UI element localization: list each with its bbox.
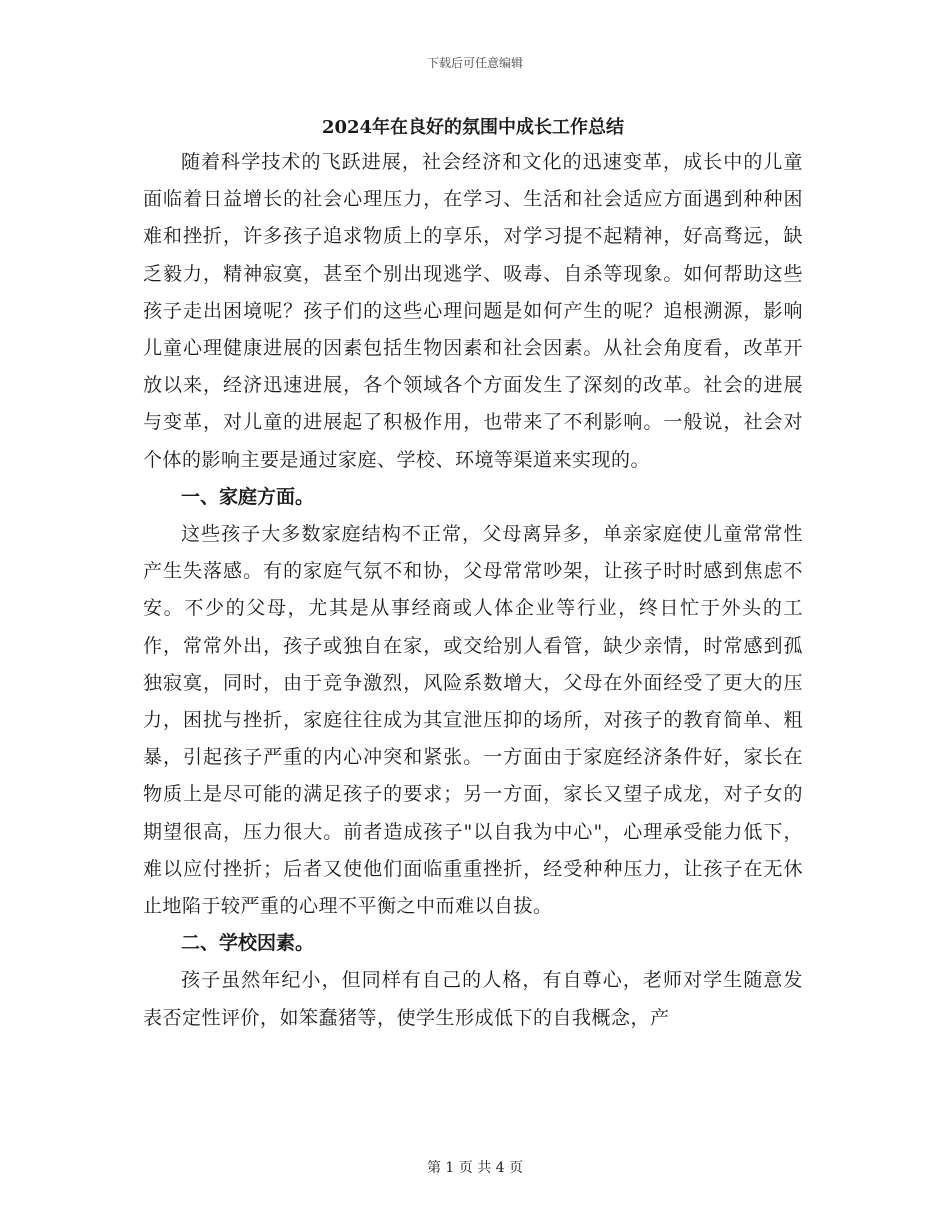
document-body [143,112,803,1037]
document-title: 2024年在良好的氛围中成长工作总结 [321,117,625,138]
page-header-note: 下载后可任意编辑 [426,56,523,70]
page-number-footer: 第 1 页 共 4 页 [426,1160,524,1176]
paragraph-intro: 随着科学技术的飞跃进展，社会经济和文化的迅速变革，成长中的儿童面临着日益增长的社会心理压力，在学习、生活和社会适应方面遇到种种困难和挫折，许多孩子追求物质上的享乐，对学习提不起精神，好高骛远，缺乏毅力，精神寂寞，甚至个别出现逃学、吸毒、自杀等现象。如何帮助这些孩子走出困境呢？孩子们的这些心理问题是如何产生的呢？追根溯源，影响儿童心理健康进展的因素包括生物因素和社会因素。从社会角度看，改革开放以来，经济迅速进展，各个领域各个方面发生了深刻的改革。社会的进展与变革，对儿童的进展起了积极作用，也带来了不利影响。一般说，社会对个体的影响主要是通过家庭、学校、环境等渠道来实现的。 [143,151,803,471]
paragraph-school: 孩子虽然年纪小，但同样有自己的人格，有自尊心，老师对学生随意发表否定性评价，如笨蠢猪等，使学生形成低下的自我概念，产 [143,969,803,1029]
paragraph-family: 这些孩子大多数家庭结构不正常，父母离异多，单亲家庭使儿童常常性产生失落感。有的家庭气氛不和协，父母常常吵架，让孩子时时感到焦虑不安。不少的父母，尤其是从事经商或人体企业等行业，终日忙于外头的工作，常常外出，孩子或独自在家，或交给别人看管，缺少亲情，时常感到孤独寂寞，同时，由于竞争激烈，风险系数增大，父母在外面经受了更大的压力，困扰与挫折，家庭往往成为其宣泄压抑的场所，对孩子的教育简单、粗暴，引起孩子严重的内心冲突和紧张。一方面由于家庭经济条件好，家长在物质上是尽可能的满足孩子的要求；另一方面，家长又望子成龙，对子女的期望很高，压力很大。前者造成孩子"以自我为中心"，心理承受能力低下，难以应付挫折；后者又使他们面临重重挫折，经受种种压力，让孩子在无休止地陷于较严重的心理不平衡之中而难以自拔。 [143,523,803,918]
section-heading-family: 一、家庭方面。 [181,485,315,508]
section-heading-school: 二、学校因素。 [181,932,315,955]
